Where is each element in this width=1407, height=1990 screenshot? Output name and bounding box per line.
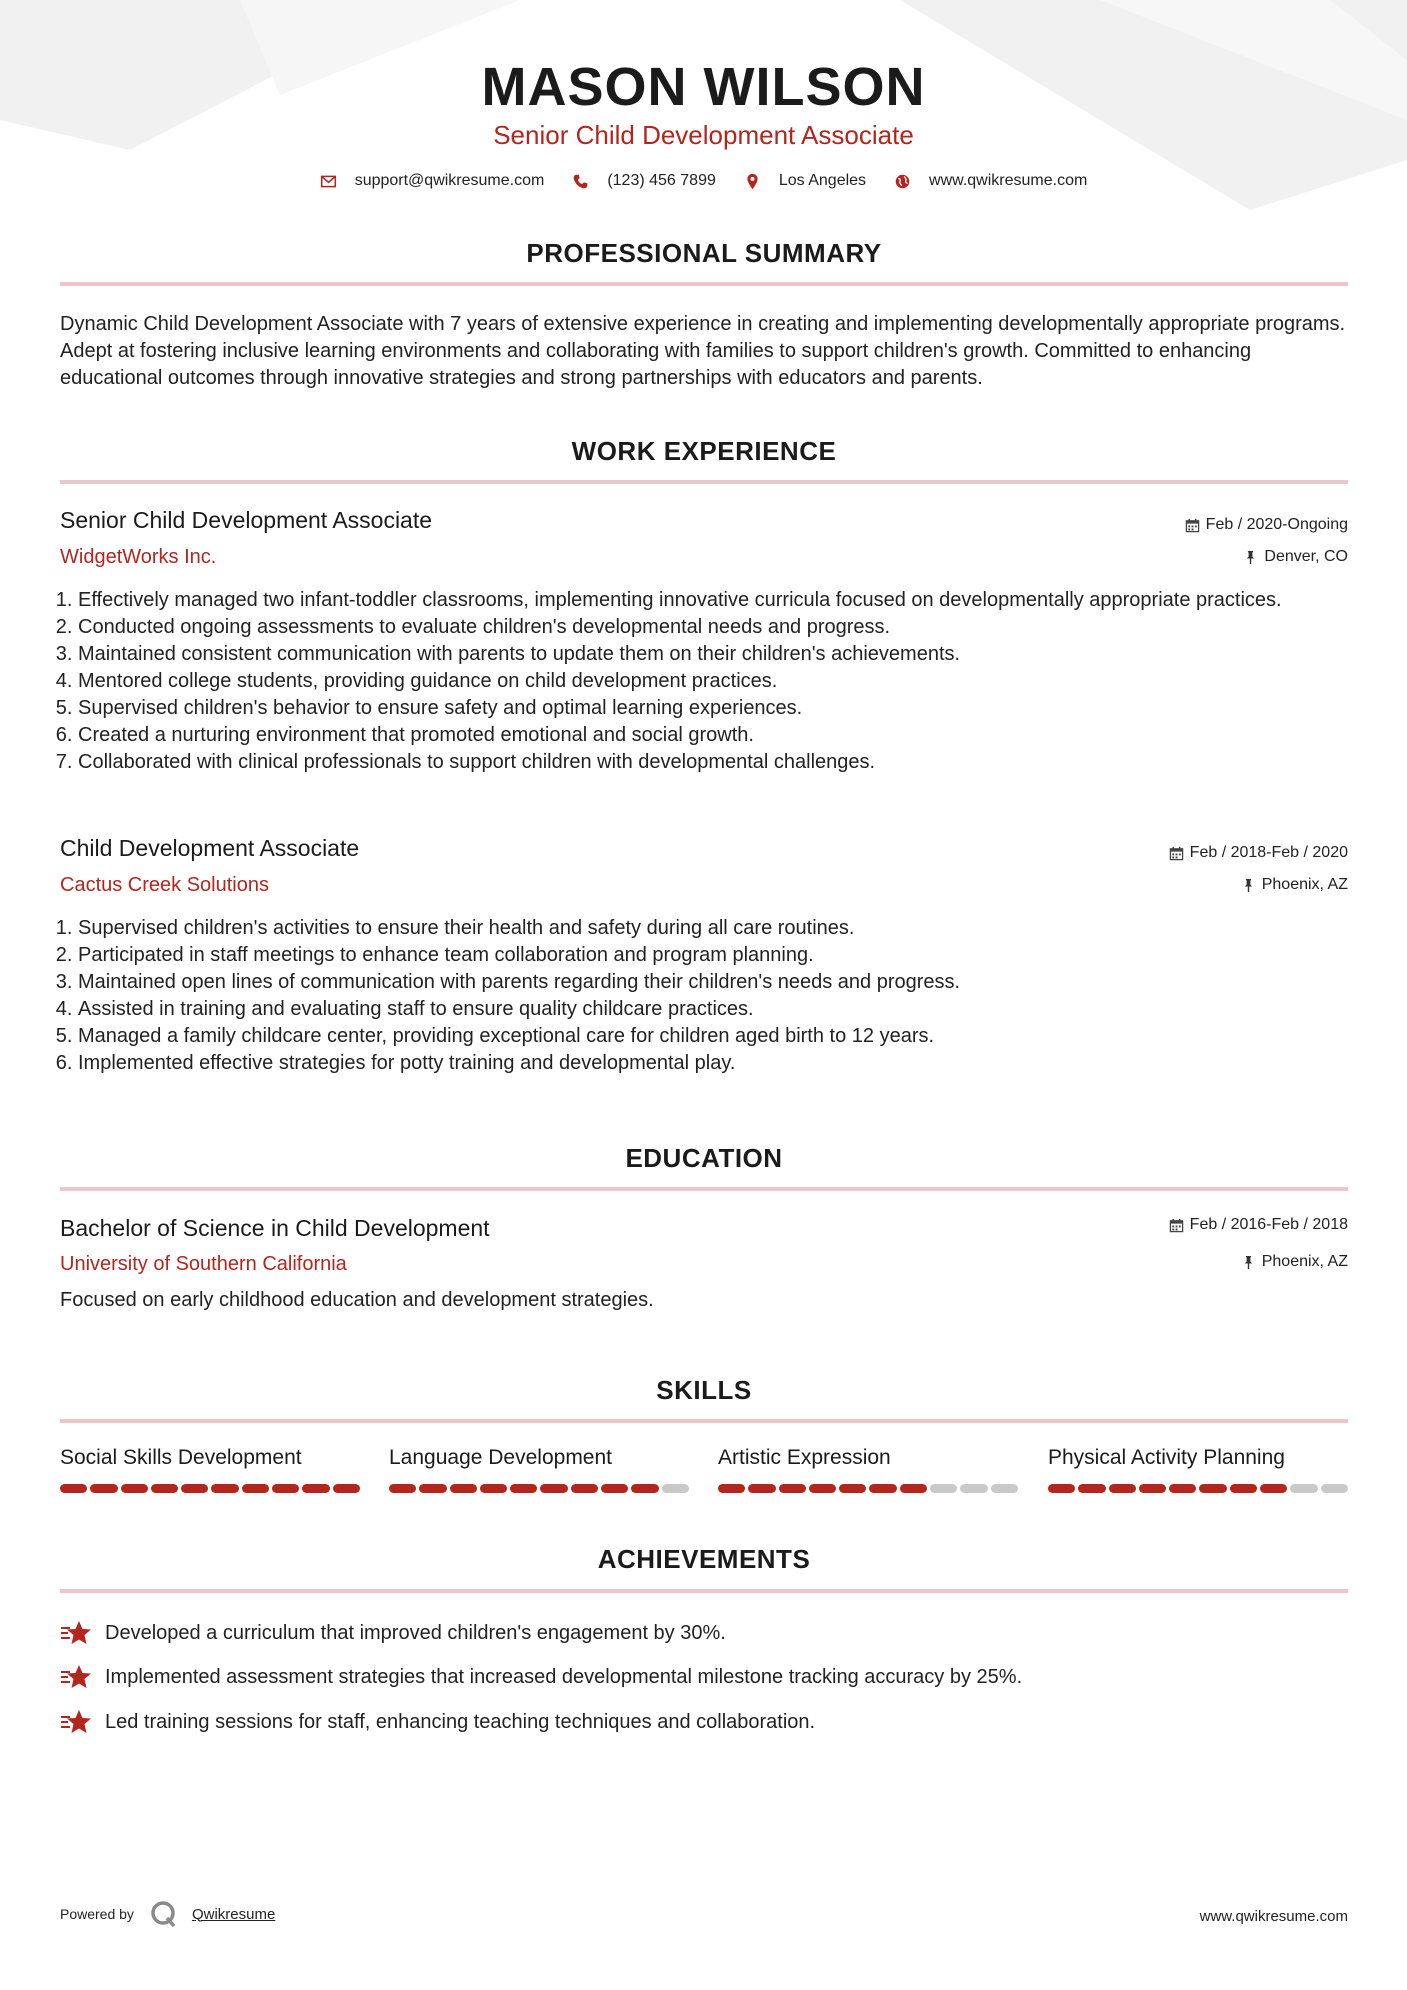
list-item: 1. Supervised children's activities to ensure their health and safety during all care routines. [78,915,1355,942]
skill-segment-empty [662,1484,689,1493]
achievement-item [60,1619,726,1647]
job-dates [1169,844,1348,862]
skill-segment-filled [748,1484,775,1493]
skill-item [389,1446,689,1493]
skill-segment-filled [60,1484,87,1493]
skill-segment-filled [151,1484,178,1493]
pushpin-icon [1241,1255,1256,1270]
achievement-text: Led training sessions for staff, enhancing teaching techniques and collaboration. [105,1710,816,1733]
list-item: 6. Created a nurturing environment that promoted emotional and social growth. [78,722,1355,749]
skill-item [1048,1446,1348,1493]
job-location-text: Phoenix, AZ [1261,876,1348,893]
job-dates-text: Feb / 2018-Feb / 2020 [1189,844,1348,861]
qwikresume-logo-icon [150,1900,178,1928]
skill-segment-filled [90,1484,117,1493]
star-badge-icon [60,1619,92,1647]
star-badge-icon [60,1663,92,1691]
star-badge-icon [60,1708,92,1736]
section-divider [60,1589,1348,1593]
contact-bar [0,172,1407,190]
phone-text: (123) 456 7899 [607,172,716,189]
list-item: 5. Supervised children's behavior to ensure safety and optimal learning experiences. [78,695,1355,722]
achievement-item [60,1708,815,1736]
calendar-icon [1169,1218,1184,1233]
skill-segment-filled [900,1484,927,1493]
education-dates-text: Feb / 2016-Feb / 2018 [1189,1216,1348,1233]
skill-segment-filled [510,1484,537,1493]
list-item: 4. Assisted in training and evaluating staff to ensure quality childcare practices. [78,996,1355,1023]
skill-segment-filled [302,1484,329,1493]
list-item: 5. Managed a family childcare center, providing exceptional care for children aged birth to 12 years. [78,1023,1355,1050]
summary-text: Dynamic Child Development Associate with 7 years of extensive experience in creating and implementing developmentally appropriate programs. Adept at fostering inclusive learning environments and collaborating with families to support children's growth. Committed to enhancing educational outcomes through innovative strategies and strong partnerships with educators and parents. [60,313,1346,389]
job-dates [1185,516,1348,534]
section-title-experience: WORK EXPERIENCE [571,436,837,466]
job-dates-text: Feb / 2020-Ongoing [1205,516,1348,533]
skill-name: Artistic Expression [718,1446,891,1469]
section-title-summary: PROFESSIONAL SUMMARY [526,238,882,268]
contact-website[interactable] [894,172,1087,190]
skill-segment-filled [333,1484,360,1493]
list-item: 3. Maintained consistent communication with parents to update them on their children's achievements. [78,641,1355,668]
pushpin-icon [1243,550,1258,565]
skill-segment-filled [1048,1484,1075,1493]
education-location [1241,1253,1348,1271]
skill-level-bar [60,1484,360,1493]
skill-segment-filled [1169,1484,1196,1493]
skill-level-bar [1048,1484,1348,1493]
footer-powered-by [60,1900,275,1928]
powered-by-label: Powered by [60,1906,134,1922]
skill-segment-filled [839,1484,866,1493]
skill-segment-filled [601,1484,628,1493]
globe-icon [894,173,911,190]
skill-segment-filled [211,1484,238,1493]
skill-segment-filled [1230,1484,1257,1493]
skill-segment-filled [450,1484,477,1493]
job-responsibilities [60,587,1355,776]
skill-name: Physical Activity Planning [1048,1446,1285,1469]
list-item: 3. Maintained open lines of communication with parents regarding their children's needs and progress. [78,969,1355,996]
skill-segment-filled [631,1484,658,1493]
skill-segment-filled [1260,1484,1287,1493]
skill-segment-filled [480,1484,507,1493]
footer-website[interactable]: www.qwikresume.com [1199,1908,1348,1925]
achievement-text: Developed a curriculum that improved children's engagement by 30%. [105,1621,726,1644]
skill-segment-filled [779,1484,806,1493]
school-name: University of Southern California [60,1253,347,1275]
skill-item [718,1446,1018,1493]
section-divider [60,1187,1348,1191]
achievement-item [60,1663,1022,1691]
skill-segment-filled [181,1484,208,1493]
job-responsibilities [60,915,1355,1077]
skill-segment-filled [571,1484,598,1493]
email-text: support@qwikresume.com [354,172,545,189]
candidate-name: MASON WILSON [481,57,926,117]
phone-icon [572,173,589,190]
list-item: 7. Collaborated with clinical professionals to support children with developmental challenges. [78,749,1355,776]
skill-item [60,1446,360,1493]
skill-segment-empty [991,1484,1018,1493]
skill-segment-filled [1078,1484,1105,1493]
section-title-achievements: ACHIEVEMENTS [597,1544,811,1574]
skill-level-bar [718,1484,1018,1493]
skill-segment-filled [718,1484,745,1493]
education-location-text: Phoenix, AZ [1261,1253,1348,1270]
achievement-text: Implemented assessment strategies that increased developmental milestone tracking accuracy by 25%. [105,1665,1023,1688]
pushpin-icon [1241,878,1256,893]
calendar-icon [1185,518,1200,533]
skill-segment-filled [121,1484,148,1493]
calendar-icon [1169,846,1184,861]
skill-name: Language Development [389,1446,613,1469]
skill-level-bar [389,1484,689,1493]
skill-segment-filled [1199,1484,1226,1493]
skill-segment-filled [242,1484,269,1493]
section-divider [60,282,1348,286]
company-name: WidgetWorks Inc. [60,546,217,568]
skill-segment-filled [389,1484,416,1493]
list-item: 2. Conducted ongoing assessments to evaluate children's developmental needs and progress. [78,614,1355,641]
contact-email[interactable] [320,172,545,190]
map-pin-icon [744,173,761,190]
list-item: 6. Implemented effective strategies for potty training and developmental play. [78,1050,1355,1077]
candidate-role: Senior Child Development Associate [493,120,914,150]
degree-title: Bachelor of Science in Child Development [60,1215,490,1241]
skill-segment-empty [960,1484,987,1493]
section-title-education: EDUCATION [625,1143,783,1173]
education-description: Focused on early childhood education and development strategies. [60,1289,654,1311]
skill-segment-filled [809,1484,836,1493]
section-divider [60,480,1348,484]
contact-phone[interactable] [572,172,716,190]
skill-segment-filled [419,1484,446,1493]
skill-segment-filled [1109,1484,1136,1493]
job-location [1243,548,1348,566]
skill-name: Social Skills Development [60,1446,302,1469]
job-location-text: Denver, CO [1264,548,1348,565]
skill-segment-empty [1290,1484,1317,1493]
qwikresume-link[interactable]: Qwikresume [191,1905,276,1923]
contact-location [744,172,866,190]
list-item: 2. Participated in staff meetings to enhance team collaboration and program planning. [78,942,1355,969]
skill-segment-empty [1321,1484,1348,1493]
skill-segment-filled [1139,1484,1166,1493]
job-title: Child Development Associate [60,835,360,861]
website-text: www.qwikresume.com [929,172,1088,189]
list-item: 4. Mentored college students, providing guidance on child development practices. [78,668,1355,695]
education-dates [1169,1216,1348,1234]
section-title-skills: SKILLS [656,1375,752,1405]
job-title: Senior Child Development Associate [60,507,433,533]
skill-segment-filled [869,1484,896,1493]
list-item: 1. Effectively managed two infant-toddler classrooms, implementing innovative curricula focused on developmentally appropriate practices. [78,587,1355,614]
section-divider [60,1419,1348,1423]
envelope-icon [320,173,337,190]
skill-segment-empty [930,1484,957,1493]
skill-segment-filled [540,1484,567,1493]
location-text: Los Angeles [778,172,867,189]
job-location [1241,876,1348,894]
company-name: Cactus Creek Solutions [60,874,269,896]
skill-segment-filled [272,1484,299,1493]
